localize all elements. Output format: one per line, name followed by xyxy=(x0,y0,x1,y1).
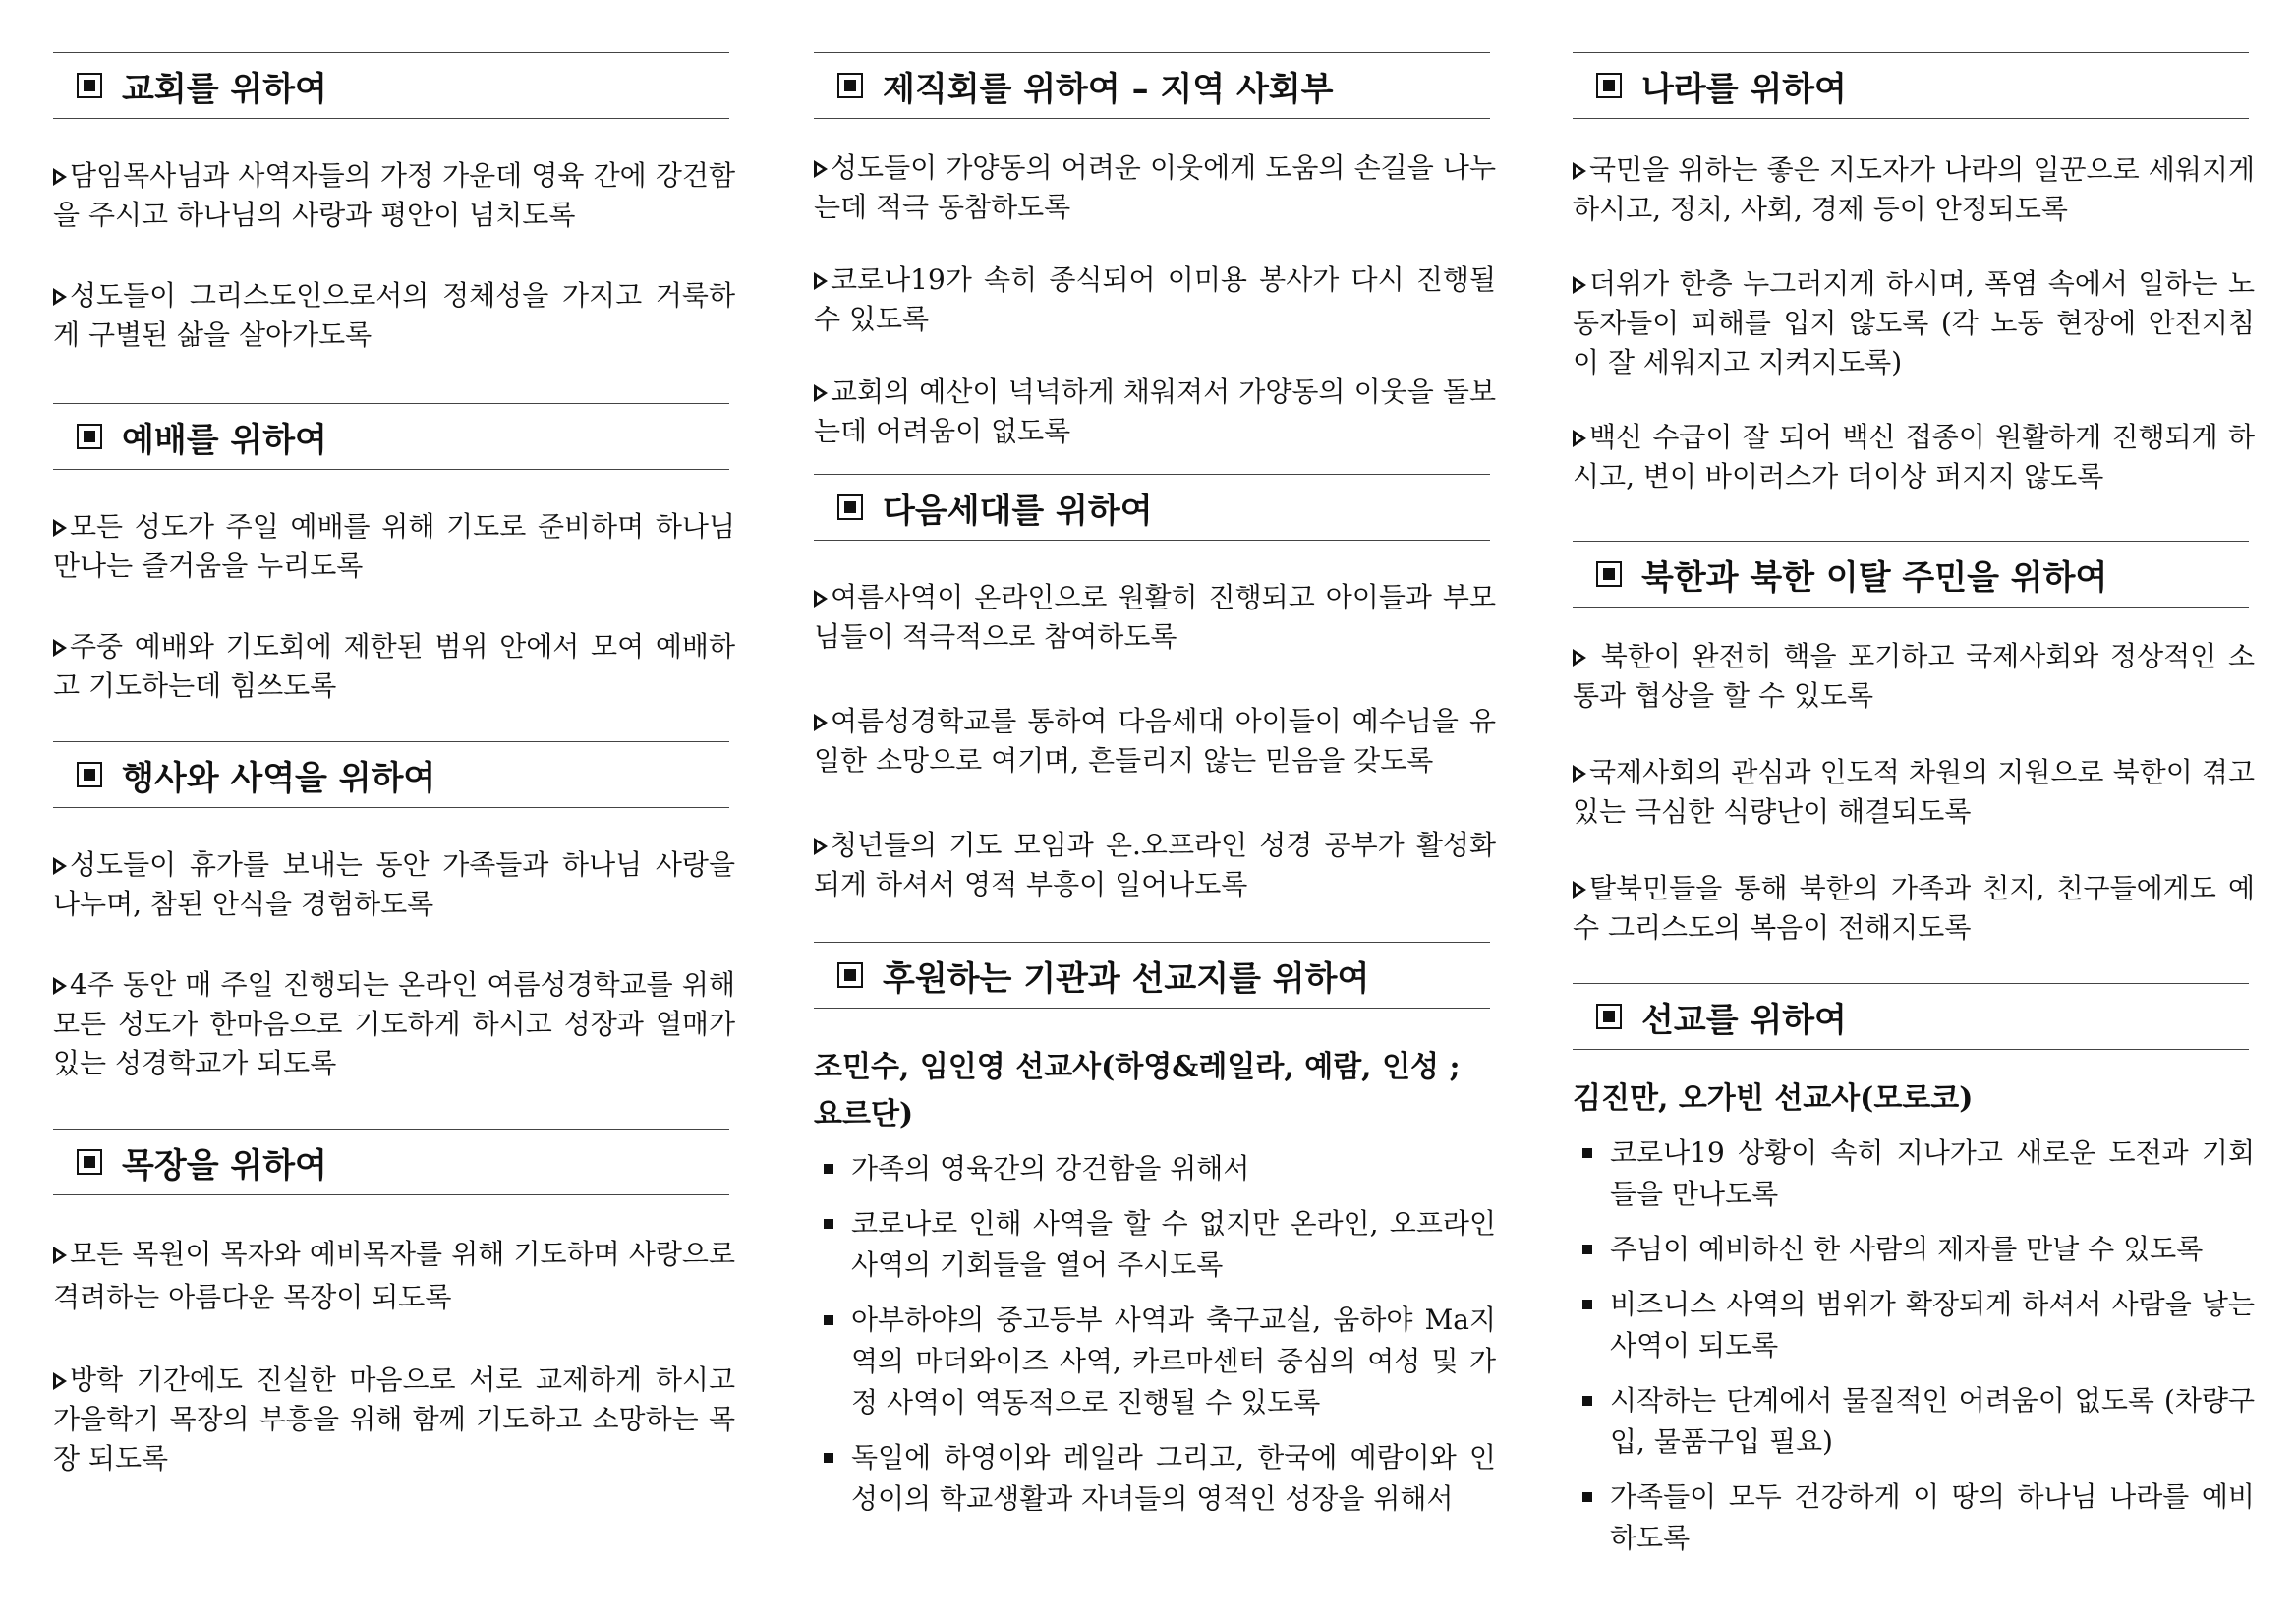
square-bullet-icon xyxy=(824,1219,833,1229)
prayer-item: 코로나19가 속히 종식되어 이미용 봉사가 다시 진행될 수 있도록 xyxy=(814,263,1496,335)
section-header xyxy=(53,1129,729,1195)
square-bullet-icon xyxy=(77,1149,102,1175)
prayer-item: 더위가 한층 누그러지게 하시며, 폭염 속에서 일하는 노동자들이 피해를 입지 않도록 (각 노동 현장에 안전지침이 잘 세워지고 지켜지도록) xyxy=(1573,267,2255,378)
section-header xyxy=(1573,52,2249,119)
prayer-item: 방학 기간에도 진실한 마음으로 서로 교제하게 하시고 가을학기 목장의 부흥을 위해 함께 기도하고 소망하는 목장 되도록 xyxy=(53,1363,735,1475)
square-bullet-icon xyxy=(77,424,102,449)
triangle-bullet-icon xyxy=(1573,276,1586,294)
prayer-list xyxy=(814,1148,1496,1520)
square-bullet-icon xyxy=(1596,1004,1622,1029)
prayer-item: 국제사회의 관심과 인도적 차원의 지원으로 북한이 겪고 있는 극심한 식량난이 해결되도록 xyxy=(1573,756,2255,828)
triangle-bullet-icon xyxy=(1573,649,1586,667)
prayer-item: 성도들이 가양동의 어려운 이웃에게 도움의 손길을 나누는데 적극 동참하도록 xyxy=(814,151,1496,223)
square-bullet-icon xyxy=(837,494,863,520)
prayer-item: 여름사역이 온라인으로 원활히 진행되고 아이들과 부모님들이 적극적으로 참여하도록 xyxy=(814,581,1496,653)
section-deacons xyxy=(814,52,1496,485)
section-title: 목장을 위하여 xyxy=(122,1145,327,1186)
list-item: 코로나로 인해 사역을 할 수 없지만 온라인, 오프라인 사역의 기회들을 열어 주시도록 xyxy=(814,1203,1496,1286)
triangle-bullet-icon xyxy=(53,1372,67,1390)
section-events xyxy=(53,741,735,1125)
section-title: 예배를 위하여 xyxy=(122,420,327,460)
section-header xyxy=(53,52,729,119)
section-mokjang xyxy=(53,1129,735,1520)
triangle-bullet-icon xyxy=(53,168,67,186)
section-header xyxy=(814,52,1490,119)
section-next-generation xyxy=(814,474,1496,946)
square-bullet-icon xyxy=(1596,561,1622,587)
section-header xyxy=(53,741,729,808)
square-bullet-icon xyxy=(837,962,863,988)
section-title: 제직회를 위하여 – 지역 사회부 xyxy=(883,69,1334,109)
triangle-bullet-icon xyxy=(53,288,67,306)
triangle-bullet-icon xyxy=(53,857,67,875)
triangle-bullet-icon xyxy=(1573,162,1586,180)
section-header xyxy=(814,474,1490,541)
triangle-bullet-icon xyxy=(1573,430,1586,447)
section-header xyxy=(1573,541,2249,608)
list-item: 코로나19 상황이 속히 지나가고 새로운 도전과 기회들을 만나도록 xyxy=(1573,1132,2255,1215)
triangle-bullet-icon xyxy=(1573,881,1586,899)
square-bullet-icon xyxy=(77,73,102,98)
triangle-bullet-icon xyxy=(814,160,828,178)
list-item: 시작하는 단계에서 물질적인 어려움이 없도록 (차량구입, 물품구입 필요) xyxy=(1573,1380,2255,1463)
square-bullet-icon xyxy=(1582,1396,1592,1406)
prayer-item: 백신 수급이 잘 되어 백신 접종이 원활하게 진행되게 하시고, 변이 바이러스가 더이상 퍼지지 않도록 xyxy=(1573,421,2255,493)
triangle-bullet-icon xyxy=(814,838,828,855)
section-title: 행사와 사역을 위하여 xyxy=(122,758,436,798)
section-north-korea xyxy=(1573,541,2255,989)
section-header xyxy=(53,403,729,470)
prayer-item: 청년들의 기도 모임과 온.오프라인 성경 공부가 활성화되게 하셔서 영적 부흥이 일어나도록 xyxy=(814,829,1496,900)
square-bullet-icon xyxy=(1582,1492,1592,1502)
prayer-item: 4주 동안 매 주일 진행되는 온라인 여름성경학교를 위해 모든 성도가 한마음으로 기도하게 하시고 성장과 열매가 있는 성경학교가 되도록 xyxy=(53,968,735,1079)
prayer-item: 주중 예배와 기도회에 제한된 범위 안에서 모여 예배하고 기도하는데 힘쓰도록 xyxy=(53,630,735,702)
prayer-item: 국민을 위하는 좋은 지도자가 나라의 일꾼으로 세워지게 하시고, 정치, 사회, 경제 등이 안정되도록 xyxy=(1573,153,2255,225)
square-bullet-icon xyxy=(824,1453,833,1463)
section-title: 다음세대를 위하여 xyxy=(883,491,1153,531)
square-bullet-icon xyxy=(77,762,102,787)
prayer-item: 성도들이 그리스도인으로서의 정체성을 가지고 거룩하게 구별된 삶을 살아가도록 xyxy=(53,279,735,351)
square-bullet-icon xyxy=(837,73,863,98)
triangle-bullet-icon xyxy=(53,977,67,995)
missionary-name: 조민수, 임인영 선교사(하영&레일라, 예람, 인성 ; 요르단) xyxy=(814,1050,1461,1131)
section-title: 선교를 위하여 xyxy=(1641,1000,1847,1040)
prayer-item: 여름성경학교를 통하여 다음세대 아이들이 예수님을 유일한 소망으로 여기며, 흔들리지 않는 믿음을 갖도록 xyxy=(814,705,1496,777)
prayer-list xyxy=(1573,1132,2255,1559)
prayer-item: 북한이 완전히 핵을 포기하고 국제사회와 정상적인 소통과 협상을 할 수 있도록 xyxy=(1573,640,2255,712)
list-item: 가족의 영육간의 강건함을 위해서 xyxy=(814,1148,1496,1189)
list-item: 독일에 하영이와 레일라 그리고, 한국에 예람이와 인성이의 학교생활과 자녀들의 영적인 성장을 위해서 xyxy=(814,1437,1496,1520)
prayer-item: 탈북민들을 통해 북한의 가족과 친지, 친구들에게도 예수 그리스도의 복음이 전해지도록 xyxy=(1573,872,2255,944)
section-header xyxy=(814,942,1490,1009)
missionary-name: 김진만, 오가빈 선교사(모로코) xyxy=(1573,1081,1974,1116)
list-item: 주님이 예비하신 한 사람의 제자를 만날 수 있도록 xyxy=(1573,1229,2255,1270)
prayer-item: 담임목사님과 사역자들의 가정 가운데 영육 간에 강건함을 주시고 하나님의 사랑과 평안이 넘치도록 xyxy=(53,159,735,231)
square-bullet-icon xyxy=(824,1164,833,1174)
section-title: 북한과 북한 이탈 주민을 위하여 xyxy=(1641,557,2108,598)
triangle-bullet-icon xyxy=(53,1247,67,1264)
square-bullet-icon xyxy=(1582,1148,1592,1158)
prayer-item: 교회의 예산이 넉넉하게 채워져서 가양동의 이웃을 돌보는데 어려움이 없도록 xyxy=(814,376,1496,447)
triangle-bullet-icon xyxy=(814,590,828,608)
square-bullet-icon xyxy=(1582,1245,1592,1254)
section-title: 후원하는 기관과 선교지를 위하여 xyxy=(883,958,1370,999)
square-bullet-icon xyxy=(824,1315,833,1325)
triangle-bullet-icon xyxy=(1573,765,1586,783)
triangle-bullet-icon xyxy=(814,714,828,731)
section-church xyxy=(53,52,735,396)
square-bullet-icon xyxy=(1582,1300,1592,1309)
square-bullet-icon xyxy=(1596,73,1622,98)
list-item: 가족들이 모두 건강하게 이 땅의 하나님 나라를 예비하도록 xyxy=(1573,1477,2255,1559)
triangle-bullet-icon xyxy=(814,384,828,402)
triangle-bullet-icon xyxy=(53,519,67,537)
section-title: 나라를 위하여 xyxy=(1641,69,1847,109)
prayer-item: 모든 성도가 주일 예배를 위해 기도로 준비하며 하나님 만나는 즐거움을 누리도록 xyxy=(53,510,735,582)
section-nation xyxy=(1573,52,2255,538)
section-worship xyxy=(53,403,735,747)
section-missions xyxy=(1573,983,2255,1573)
triangle-bullet-icon xyxy=(814,272,828,290)
list-item: 비즈니스 사역의 범위가 확장되게 하셔서 사람을 낳는 사역이 되도록 xyxy=(1573,1284,2255,1366)
section-title: 교회를 위하여 xyxy=(122,69,327,109)
section-header xyxy=(1573,983,2249,1050)
triangle-bullet-icon xyxy=(53,639,67,657)
prayer-item: 모든 목원이 목자와 예비목자를 위해 기도하며 사랑으로 격려하는 아름다운 목장이 되도록 xyxy=(53,1238,735,1313)
list-item: 아부하야의 중고등부 사역과 축구교실, 움하야 Ma지역의 마더와이즈 사역, 카르마센터 중심의 여성 및 가정 사역이 역동적으로 진행될 수 있도록 xyxy=(814,1300,1496,1423)
section-missions-support xyxy=(814,942,1496,1534)
prayer-item: 성도들이 휴가를 보내는 동안 가족들과 하나님 사랑을 나누며, 참된 안식을 경험하도록 xyxy=(53,848,735,920)
